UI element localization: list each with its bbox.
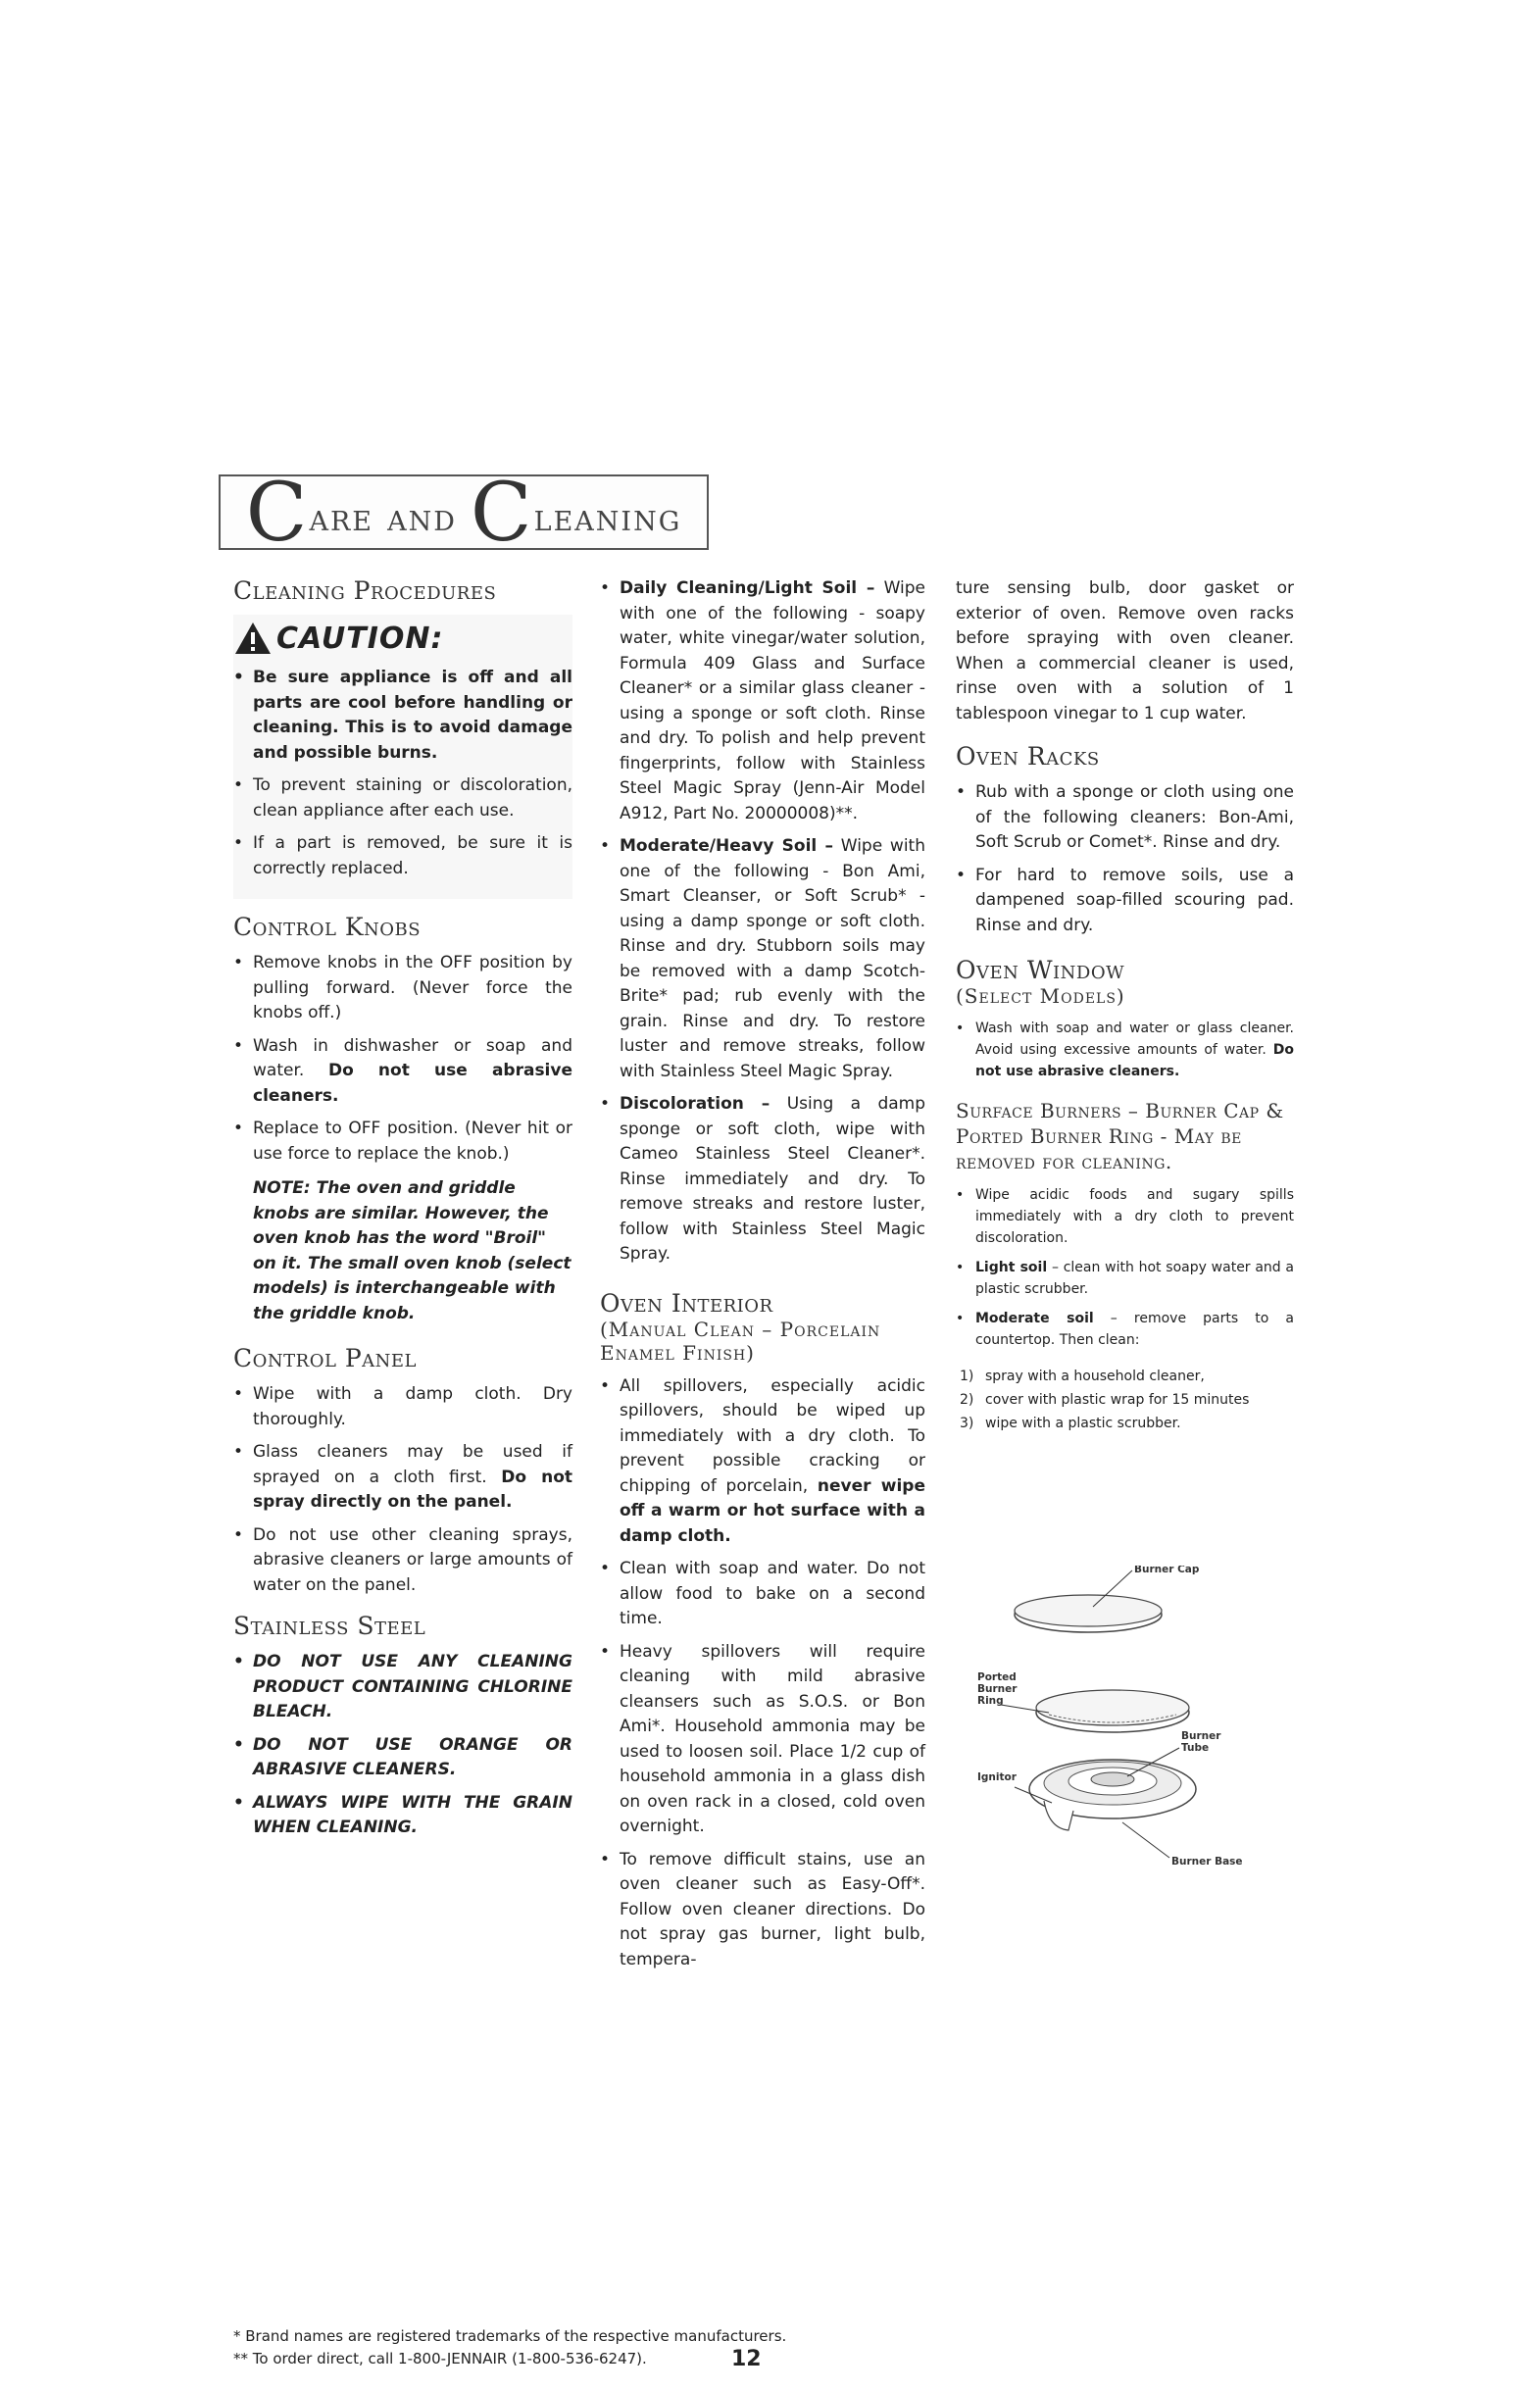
page-title: Care and Cleaning: [245, 467, 682, 560]
list-item: • Glass cleaners may be used if sprayed on a cloth first. Do not spray directly on the panel.: [233, 1440, 572, 1516]
heading-surface-burners: Surface Burners – Burner Cap & Ported Burner Ring - May be removed for cleaning.: [956, 1099, 1284, 1173]
page-number: 12: [731, 2347, 762, 2371]
label-ported-1: Ported: [977, 1671, 1017, 1683]
column-left: [233, 576, 572, 1855]
oven-interior-list: [600, 1374, 925, 1973]
label-ported-3: Ring: [977, 1695, 1004, 1707]
list-item: • All spillovers, especially acidic spillovers, should be wiped up immediately with a dry cloth. To prevent possible cracking or chipping of porcelain, never wipe off a warm or hot surface with a damp cloth.: [600, 1374, 925, 1550]
caution-header: [233, 621, 572, 656]
heading-oven-window: Oven Window (Select Models): [956, 956, 1125, 1008]
list-item: • Daily Cleaning/Light Soil – Wipe with one of the following - soapy water, white vinegar/water solution, Formula 409 Glass and Surface Cleaner* or a similar glass cleaner - using a sponge or soft cloth. Rinse and dry. To polish and help prevent fingerprints, follow with Stainless Steel Magic Spray (Jenn-Air Model A912, Part No. 20000008)**.: [600, 576, 925, 826]
list-item: • Clean with soap and water. Do not allow food to bake on a second time.: [600, 1557, 925, 1632]
continued-text: ture sensing bulb, door gasket or exterior of oven. Remove oven racks before spraying with oven cleaner. When a commercial cleaner is used, rinse oven with a solution of 1 tablespoon vinegar to 1 cup water.: [956, 578, 1294, 723]
burner-diagram: [956, 1566, 1294, 1904]
burner-list: [956, 1184, 1294, 1351]
steel-cleaning-list: [600, 576, 925, 1268]
list-item: • Wash with soap and water or glass cleaner. Avoid using excessive amounts of water. Do not use abrasive cleaners.: [956, 1018, 1294, 1082]
steps-list: [956, 1365, 1294, 1435]
label-ignitor: Ignitor: [977, 1771, 1017, 1783]
step-item: 2) cover with plastic wrap for 15 minutes: [960, 1392, 1250, 1408]
caution-label: CAUTION:: [276, 621, 444, 656]
window-list: [956, 1018, 1294, 1082]
list-item: • Light soil – clean with hot soapy water and a plastic scrubber.: [956, 1257, 1294, 1300]
list-item: • Discoloration – Using a damp sponge or soft cloth, wipe with Cameo Stainless Steel Cleaner*. Rinse immediately and dry. To remove streaks and restore luster, follow with Stainless Steel Magic Spray.: [600, 1092, 925, 1268]
burner-base-part: [1015, 1748, 1196, 1858]
racks-list: [956, 780, 1294, 938]
heading-oven-interior: Oven Interior (Manual Clean – Porcelain Enamel Finish): [600, 1288, 881, 1365]
label-ported-2: Burner: [977, 1683, 1018, 1695]
list-item: • Replace to OFF position. (Never hit or use force to replace the knob.): [233, 1117, 572, 1167]
heading-stainless-steel: Stainless Steel: [233, 1612, 426, 1640]
label-tube-2: Tube: [1181, 1742, 1210, 1754]
burner-cap-part: [1015, 1570, 1162, 1632]
list-item: • If a part is removed, be sure it is correctly replaced.: [233, 831, 572, 881]
footnote-item: * Brand names are registered trademarks of the respective manufacturers.: [233, 2327, 787, 2345]
footnote-item: ** To order direct, call 1-800-JENNAIR (1-800-536-6247).: [233, 2350, 647, 2367]
heading-cleaning-procedures: Cleaning Procedures: [233, 576, 497, 605]
list-item: • Be sure appliance is off and all parts are cool before handling or cleaning. This is to avoid damage and possible burns.: [233, 666, 572, 766]
heading-control-knobs: Control Knobs: [233, 913, 422, 941]
list-item: • Wipe acidic foods and sugary spills immediately with a dry cloth to prevent discoloration.: [956, 1184, 1294, 1249]
list-item: • Moderate/Heavy Soil – Wipe with one of the following - Bon Ami, Smart Cleanser, or Soft Scrub* - using a damp sponge or soft cloth. Rinse and dry. Stubborn soils may be removed with a damp Scotch-Brite* pad; rub evenly with the grain. Rinse and dry. To restore luster and remove streaks, follow with Stainless Steel Magic Spray.: [600, 834, 925, 1084]
list-item: • To prevent staining or discoloration, clean appliance after each use.: [233, 773, 572, 823]
list-item: • Do not use other cleaning sprays, abrasive cleaners or large amounts of water on the panel.: [233, 1523, 572, 1599]
list-item: • To remove difficult stains, use an oven cleaner such as Easy-Off*. Follow oven cleaner directions. Do not spray gas burner, light bulb, tempera-: [600, 1848, 925, 1973]
label-tube-1: Burner: [1181, 1730, 1221, 1742]
steel-list: [233, 1650, 572, 1841]
caution-box: [233, 615, 572, 899]
list-item: • Wash in dishwasher or soap and water. Do not use abrasive cleaners.: [233, 1034, 572, 1110]
title-banner: [219, 467, 709, 560]
list-item: • Wipe with a damp cloth. Dry thoroughly.: [233, 1382, 572, 1432]
column-right: [956, 576, 1294, 1445]
step-item: 3) wipe with a plastic scrubber.: [960, 1416, 1181, 1431]
list-item: • Heavy spillovers will require cleaning with mild abrasive cleansers such as S.O.S. or Bon Ami*. Household ammonia may be used to loosen soil. Place 1/2 cup of household ammonia in a glass dish on oven rack in a closed, cold oven overnight.: [600, 1640, 925, 1840]
heading-control-panel: Control Panel: [233, 1344, 418, 1372]
list-item: • DO NOT USE ORANGE OR ABRASIVE CLEANERS.: [233, 1733, 572, 1783]
list-item: • Rub with a sponge or cloth using one of the following cleaners: Bon-Ami, Soft Scrub or Comet*. Rinse and dry.: [956, 780, 1294, 856]
knobs-note: NOTE: The oven and griddle knobs are similar. However, the oven knob has the word "Broil" on it. The small oven knob (select models) is interchangeable with the griddle knob.: [253, 1178, 571, 1323]
list-item: • ALWAYS WIPE WITH THE GRAIN WHEN CLEANING.: [233, 1791, 572, 1841]
panel-list: [233, 1382, 572, 1598]
column-middle: [600, 576, 925, 1986]
list-item: • DO NOT USE ANY CLEANING PRODUCT CONTAINING CHLORINE BLEACH.: [233, 1650, 572, 1725]
ported-ring-part: [1001, 1690, 1189, 1732]
heading-oven-racks: Oven Racks: [956, 742, 1100, 771]
footnotes: [233, 2325, 1018, 2370]
list-item: • For hard to remove soils, use a dampened soap-filled scouring pad. Rinse and dry.: [956, 864, 1294, 939]
knobs-list: [233, 951, 572, 1167]
step-item: 1) spray with a household cleaner,: [960, 1369, 1205, 1384]
label-burner-cap: Burner Cap: [1134, 1566, 1200, 1575]
list-item: • Moderate soil – remove parts to a countertop. Then clean:: [956, 1308, 1294, 1351]
label-burner-base: Burner Base: [1171, 1856, 1243, 1868]
caution-list: [233, 666, 572, 881]
list-item: • Remove knobs in the OFF position by pulling forward. (Never force the knobs off.): [233, 951, 572, 1026]
warning-icon: [233, 621, 273, 656]
